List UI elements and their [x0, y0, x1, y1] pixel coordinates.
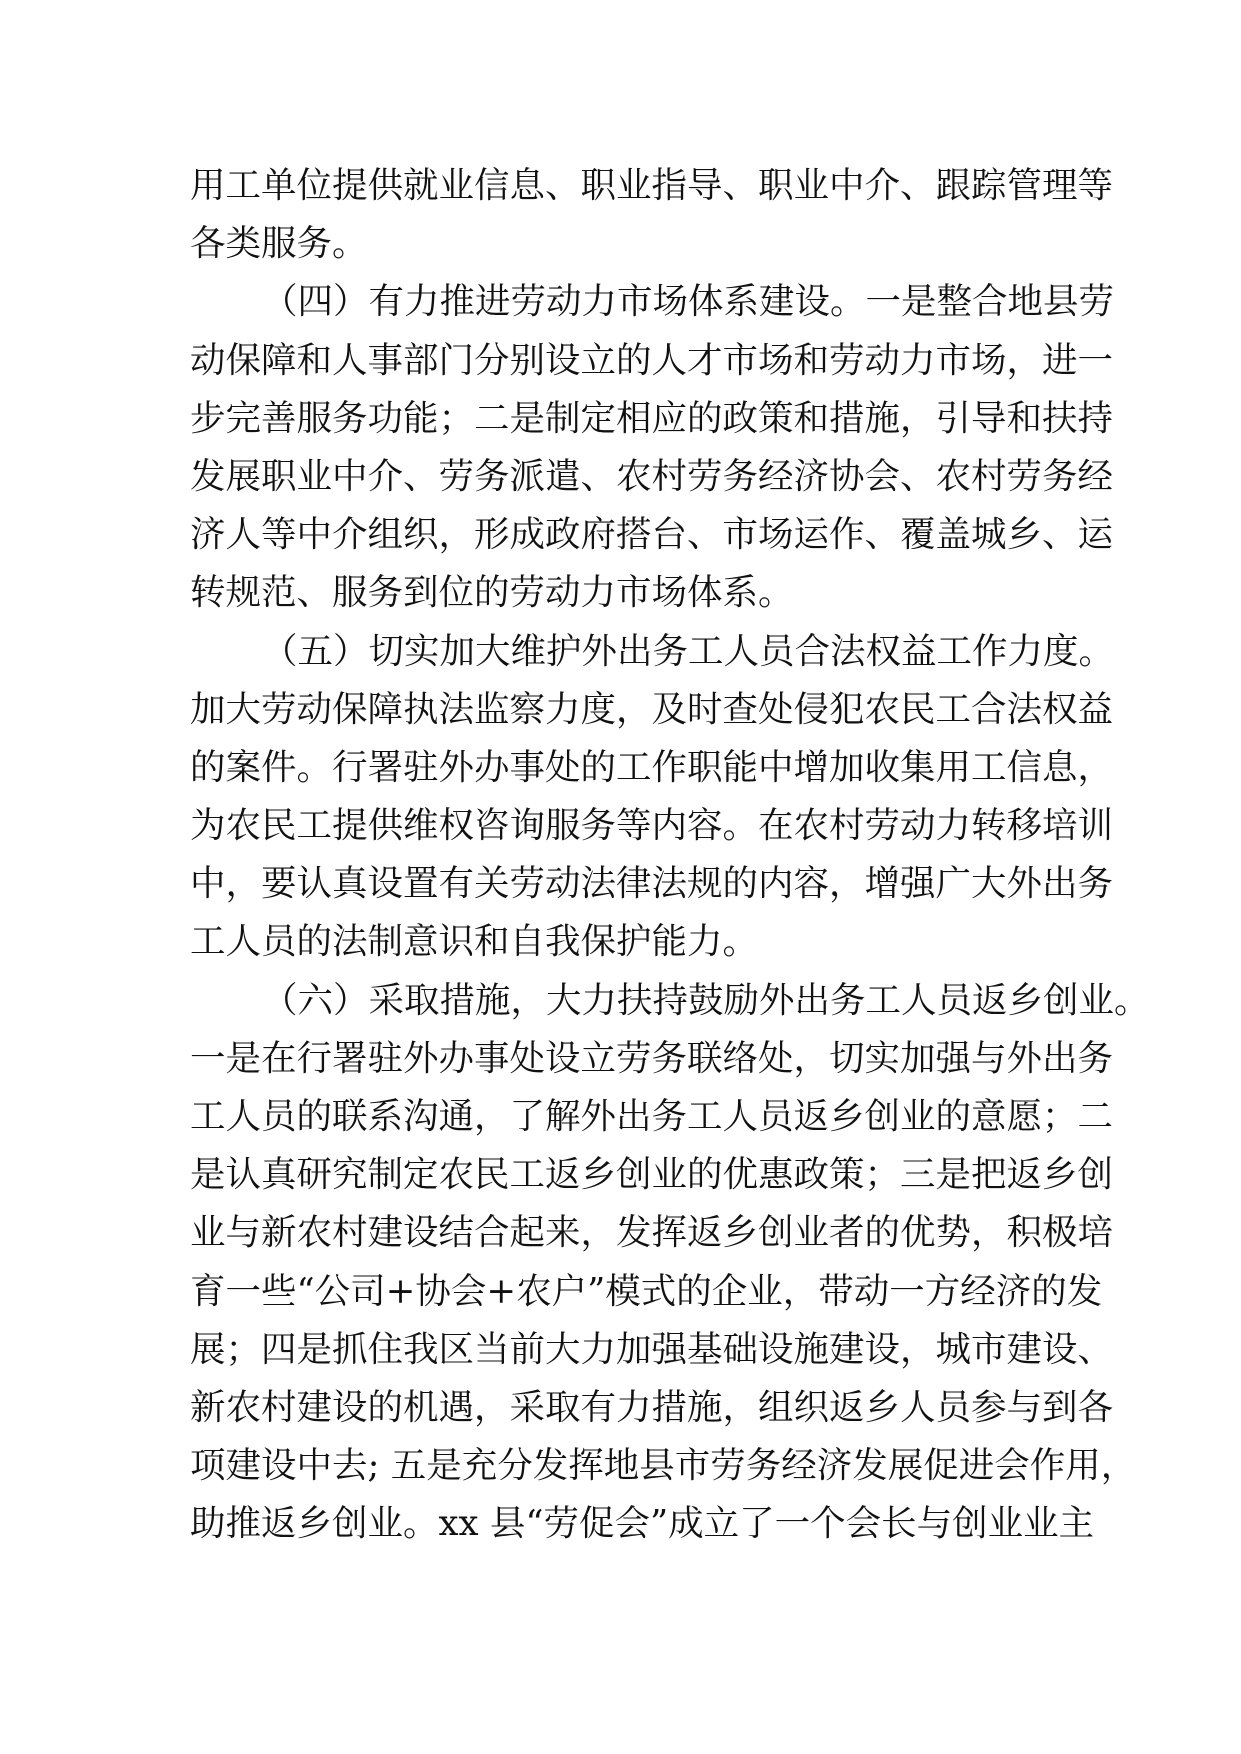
text-line: 转规范、服务到位的劳动力市场体系。	[190, 572, 794, 614]
text-line: 加大劳动保障执法监察力度，及时查处侵犯农民工合法权益	[190, 688, 1114, 730]
text-line: 中，要认真设置有关劳动法律法规的内容，增强广大外出务	[190, 863, 1114, 905]
text-line: 的案件。行署驻外办事处的工作职能中增加收集用工信息，	[190, 746, 1114, 788]
text-line: 动保障和人事部门分别设立的人才市场和劳动力市场，进一	[190, 339, 1114, 381]
text-line: 项建设中去; 五是充分发挥地县市劳务经济发展促进会作用，	[190, 1445, 1137, 1487]
text-line: 工人员的法制意识和自我保护能力。	[190, 921, 759, 963]
document-page	[190, 157, 1150, 1554]
text-line: 济人等中介组织，形成政府搭台、市场运作、覆盖城乡、运	[190, 514, 1114, 556]
text-line: 为农民工提供维权咨询服务等内容。在农村劳动力转移培训	[190, 805, 1114, 847]
text-line: 用工单位提供就业信息、职业指导、职业中介、跟踪管理等	[190, 165, 1114, 206]
text-line: 工人员的联系沟通，了解外出务工人员返乡创业的意愿；二	[190, 1096, 1114, 1137]
text-line: 业与新农村建设结合起来，发挥返乡创业者的优势，积极培	[190, 1212, 1114, 1254]
text-line: 发展职业中介、劳务派遣、农村劳务经济协会、农村劳务经	[190, 455, 1114, 497]
text-line: 各类服务。	[190, 223, 368, 265]
text-line: （四）有力推进劳动力市场体系建设。一是整合地县劳	[262, 281, 1115, 323]
text-line: （六）采取措施，大力扶持鼓励外出务工人员返乡创业。	[262, 979, 1150, 1021]
text-line: 新农村建设的机遇，采取有力措施，组织返乡人员参与到各	[190, 1386, 1114, 1428]
text-line: （五）切实加大维护外出务工人员合法权益工作力度。	[262, 630, 1115, 672]
text-line: 一是在行署驻外办事处设立劳务联络处，切实加强与外出务	[190, 1037, 1114, 1079]
text-line: 是认真研究制定农民工返乡创业的优惠政策；三是把返乡创	[190, 1154, 1114, 1196]
text-line: 步完善服务功能；二是制定相应的政策和措施，引导和扶持	[190, 397, 1114, 439]
text-line: 育一些“公司+协会+农户”模式的企业，带动一方经济的发	[190, 1270, 1103, 1312]
text-line: 展；四是抓住我区当前大力加强基础设施建设，城市建设、	[190, 1328, 1114, 1370]
text-line: 助推返乡创业。xx 县“劳促会”成立了一个会长与创业业主	[190, 1503, 1095, 1545]
